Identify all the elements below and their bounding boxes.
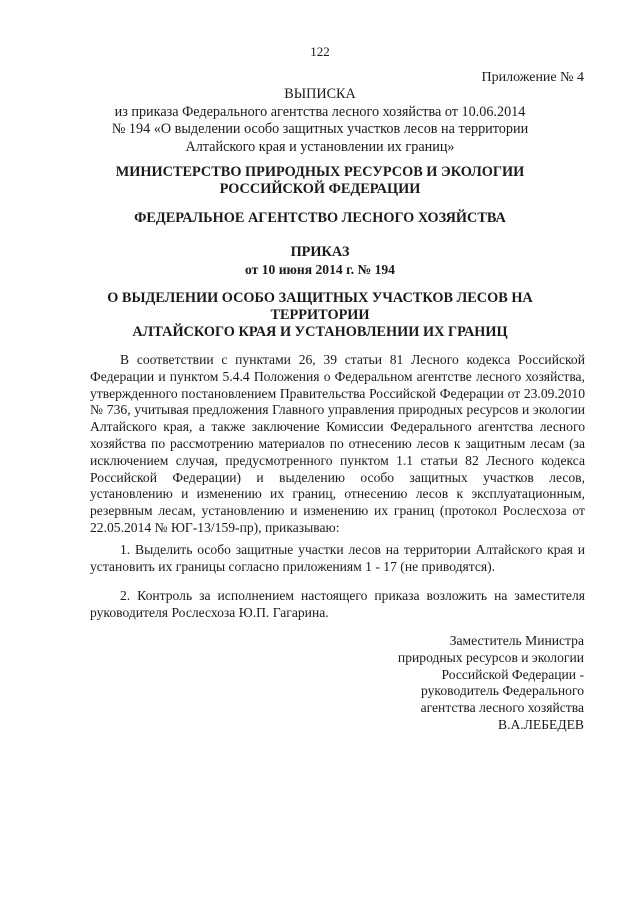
signature-line: агентства лесного хозяйства — [420, 700, 584, 716]
order-title: ПРИКАЗ — [290, 244, 350, 260]
extract-line: Алтайского края и установлении их границ» — [185, 138, 455, 155]
ministry-line: МИНИСТЕРСТВО ПРИРОДНЫХ РЕСУРСОВ И ЭКОЛОГИИ — [115, 164, 525, 180]
page-number: 122 — [310, 44, 330, 59]
order-date: от 10 июня 2014 г. № 194 — [245, 262, 395, 277]
extract-title: ВЫПИСКА — [284, 86, 356, 102]
subject-line: О ВЫДЕЛЕНИИ ОСОБО ЗАЩИТНЫХ УЧАСТКОВ ЛЕСОВ НА — [107, 290, 533, 306]
ministry-line: РОССИЙСКОЙ ФЕДЕРАЦИИ — [219, 181, 421, 197]
agency-heading: ФЕДЕРАЛЬНОЕ АГЕНТСТВО ЛЕСНОГО ХОЗЯЙСТВА — [134, 210, 506, 226]
extract-header — [60, 86, 580, 156]
subject-line: ТЕРРИТОРИИ — [270, 307, 370, 323]
extract-line: из приказа Федерального агентства лесного хозяйства от 10.06.2014 — [114, 103, 526, 120]
signature-line: Российской Федерации - — [441, 666, 584, 682]
signatory-name: В.А.ЛЕБЕДЕВ — [498, 716, 584, 732]
ministry-heading — [60, 164, 580, 198]
signature-block — [324, 633, 584, 734]
subject-line: АЛТАЙСКОГО КРАЯ И УСТАНОВЛЕНИИ ИХ ГРАНИЦ — [132, 324, 508, 340]
signature-line: Заместитель Министра — [449, 633, 584, 648]
extract-line: № 194 «О выделении особо защитных участков лесов на территории — [111, 121, 529, 137]
signature-line: природных ресурсов и экологии — [397, 649, 584, 665]
signature-line: руководитель Федерального — [421, 683, 584, 699]
body-paragraph: 2. Контроль за исполнением настоящего приказа возложить на заместителя руководителя Рослесхоза Ю.П. Гагарина. — [90, 588, 585, 620]
order-subject — [60, 290, 580, 341]
appendix-label: Приложение № 4 — [481, 70, 584, 85]
body-paragraph: 1. Выделить особо защитные участки лесов на территории Алтайского края и установить их границы согласно приложениям 1 - 17 (не приводятся). — [90, 542, 585, 574]
body-paragraph: В соответствии с пунктами 26, 39 статьи 81 Лесного кодекса Российской Федерации и пунктом 5.4.4 Положения о Федеральном агентстве лесного хозяйства, утвержденного постановлением Правительства Российской Федерации от 23.09.2010 № 736, учитывая предложения Главного управления природных ресурсов и экологии Алтайского края, а также заключение Комиссии Федерального агентства лесного хозяйства по рассмотрению материалов по отнесению лесов к защитным лесам (за исключением случая, предусмотренного пунктом 1.1 статьи 82 Лесного кодекса Российской Федерации) и выделению особо защитных участков лесов, установлению и изменению их границ, отнесению лесов к эксплуатационным, резервным лесам, установлению и изменению их границ (протокол Рослесхоза от 22.05.2014 № ЮГ-13/159-пр), приказываю: — [90, 352, 585, 535]
